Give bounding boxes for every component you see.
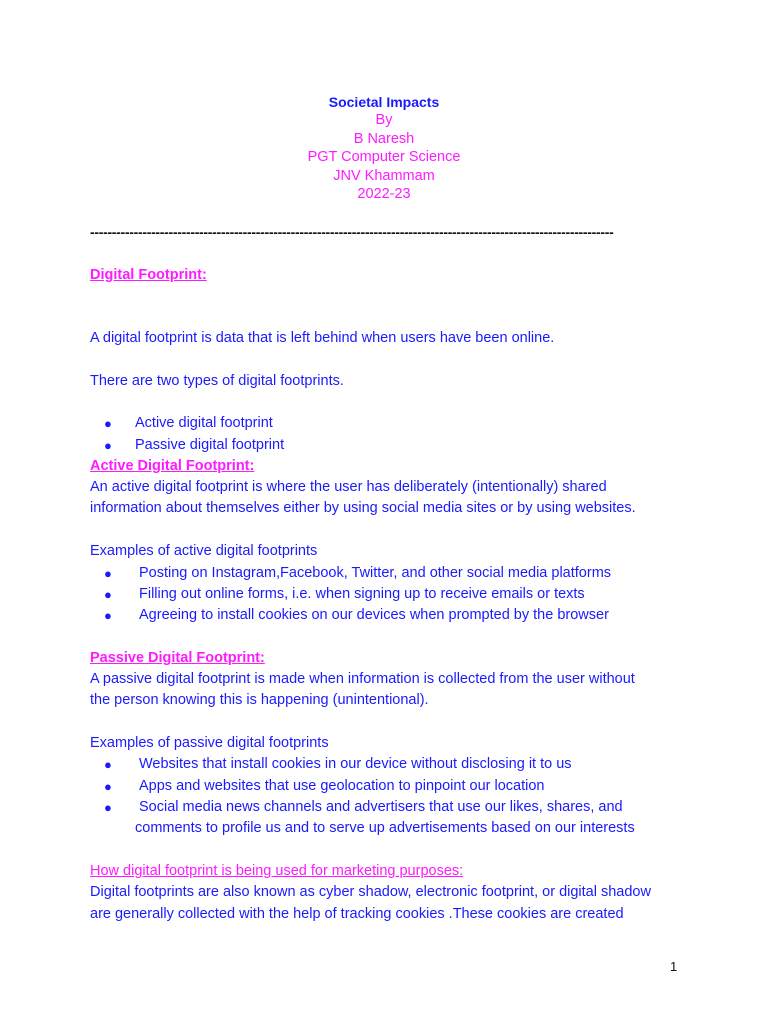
list-item-continuation: comments to profile us and to serve up advertisements based on our interests bbox=[135, 820, 635, 836]
passive-examples-intro: Examples of passive digital footprints bbox=[90, 735, 329, 751]
bullet-icon: ● bbox=[104, 438, 112, 453]
bullet-icon: ● bbox=[104, 757, 112, 772]
digital-footprint-definition: A digital footprint is data that is left behind when users have been online. bbox=[90, 330, 555, 346]
active-definition-line: information about themselves either by using social media sites or by using websites. bbox=[90, 500, 636, 516]
bullet-icon: ● bbox=[104, 416, 112, 431]
list-item: Agreeing to install cookies on our devices when prompted by the browser bbox=[139, 607, 609, 623]
active-examples-intro: Examples of active digital footprints bbox=[90, 543, 318, 559]
passive-definition-line: A passive digital footprint is made when information is collected from the user without bbox=[90, 671, 635, 687]
passive-footprint-heading: Passive Digital Footprint: bbox=[90, 650, 265, 666]
page-number: 1 bbox=[670, 959, 678, 974]
by-line: By bbox=[375, 112, 393, 128]
bullet-icon: ● bbox=[104, 608, 112, 623]
bullet-icon: ● bbox=[104, 779, 112, 794]
bullet-icon: ● bbox=[104, 587, 112, 602]
list-item: Posting on Instagram,Facebook, Twitter, and other social media platforms bbox=[139, 565, 612, 581]
active-footprint-heading: Active Digital Footprint: bbox=[90, 458, 255, 474]
marketing-line: Digital footprints are also known as cyber shadow, electronic footprint, or digital shadow bbox=[90, 884, 651, 900]
bullet-icon: ● bbox=[104, 566, 112, 581]
marketing-heading: How digital footprint is being used for marketing purposes: bbox=[90, 863, 464, 879]
divider-line: ------------------------------------------------------------------------------------------------------------------------ bbox=[90, 224, 614, 240]
list-item: Apps and websites that use geolocation to pinpoint our location bbox=[139, 778, 545, 794]
list-item: Filling out online forms, i.e. when signing up to receive emails or texts bbox=[139, 586, 585, 602]
document-title: Societal Impacts bbox=[328, 94, 440, 110]
author-designation: PGT Computer Science bbox=[307, 149, 461, 165]
academic-year: 2022-23 bbox=[357, 186, 411, 202]
active-definition-line: An active digital footprint is where the user has deliberately (intentionally) shared bbox=[90, 479, 607, 495]
list-item: Passive digital footprint bbox=[135, 437, 285, 453]
school-name: JNV Khammam bbox=[333, 168, 435, 184]
types-intro: There are two types of digital footprints. bbox=[90, 373, 344, 389]
list-item: Websites that install cookies in our device without disclosing it to us bbox=[139, 756, 572, 772]
author-name: B Naresh bbox=[353, 131, 415, 147]
list-item: Social media news channels and advertisers that use our likes, shares, and bbox=[139, 799, 623, 815]
marketing-line: are generally collected with the help of tracking cookies .These cookies are created bbox=[90, 906, 624, 922]
digital-footprint-heading: Digital Footprint: bbox=[90, 267, 207, 283]
list-item: Active digital footprint bbox=[135, 415, 273, 431]
bullet-icon: ● bbox=[104, 800, 112, 815]
passive-definition-line: the person knowing this is happening (unintentional). bbox=[90, 692, 429, 708]
